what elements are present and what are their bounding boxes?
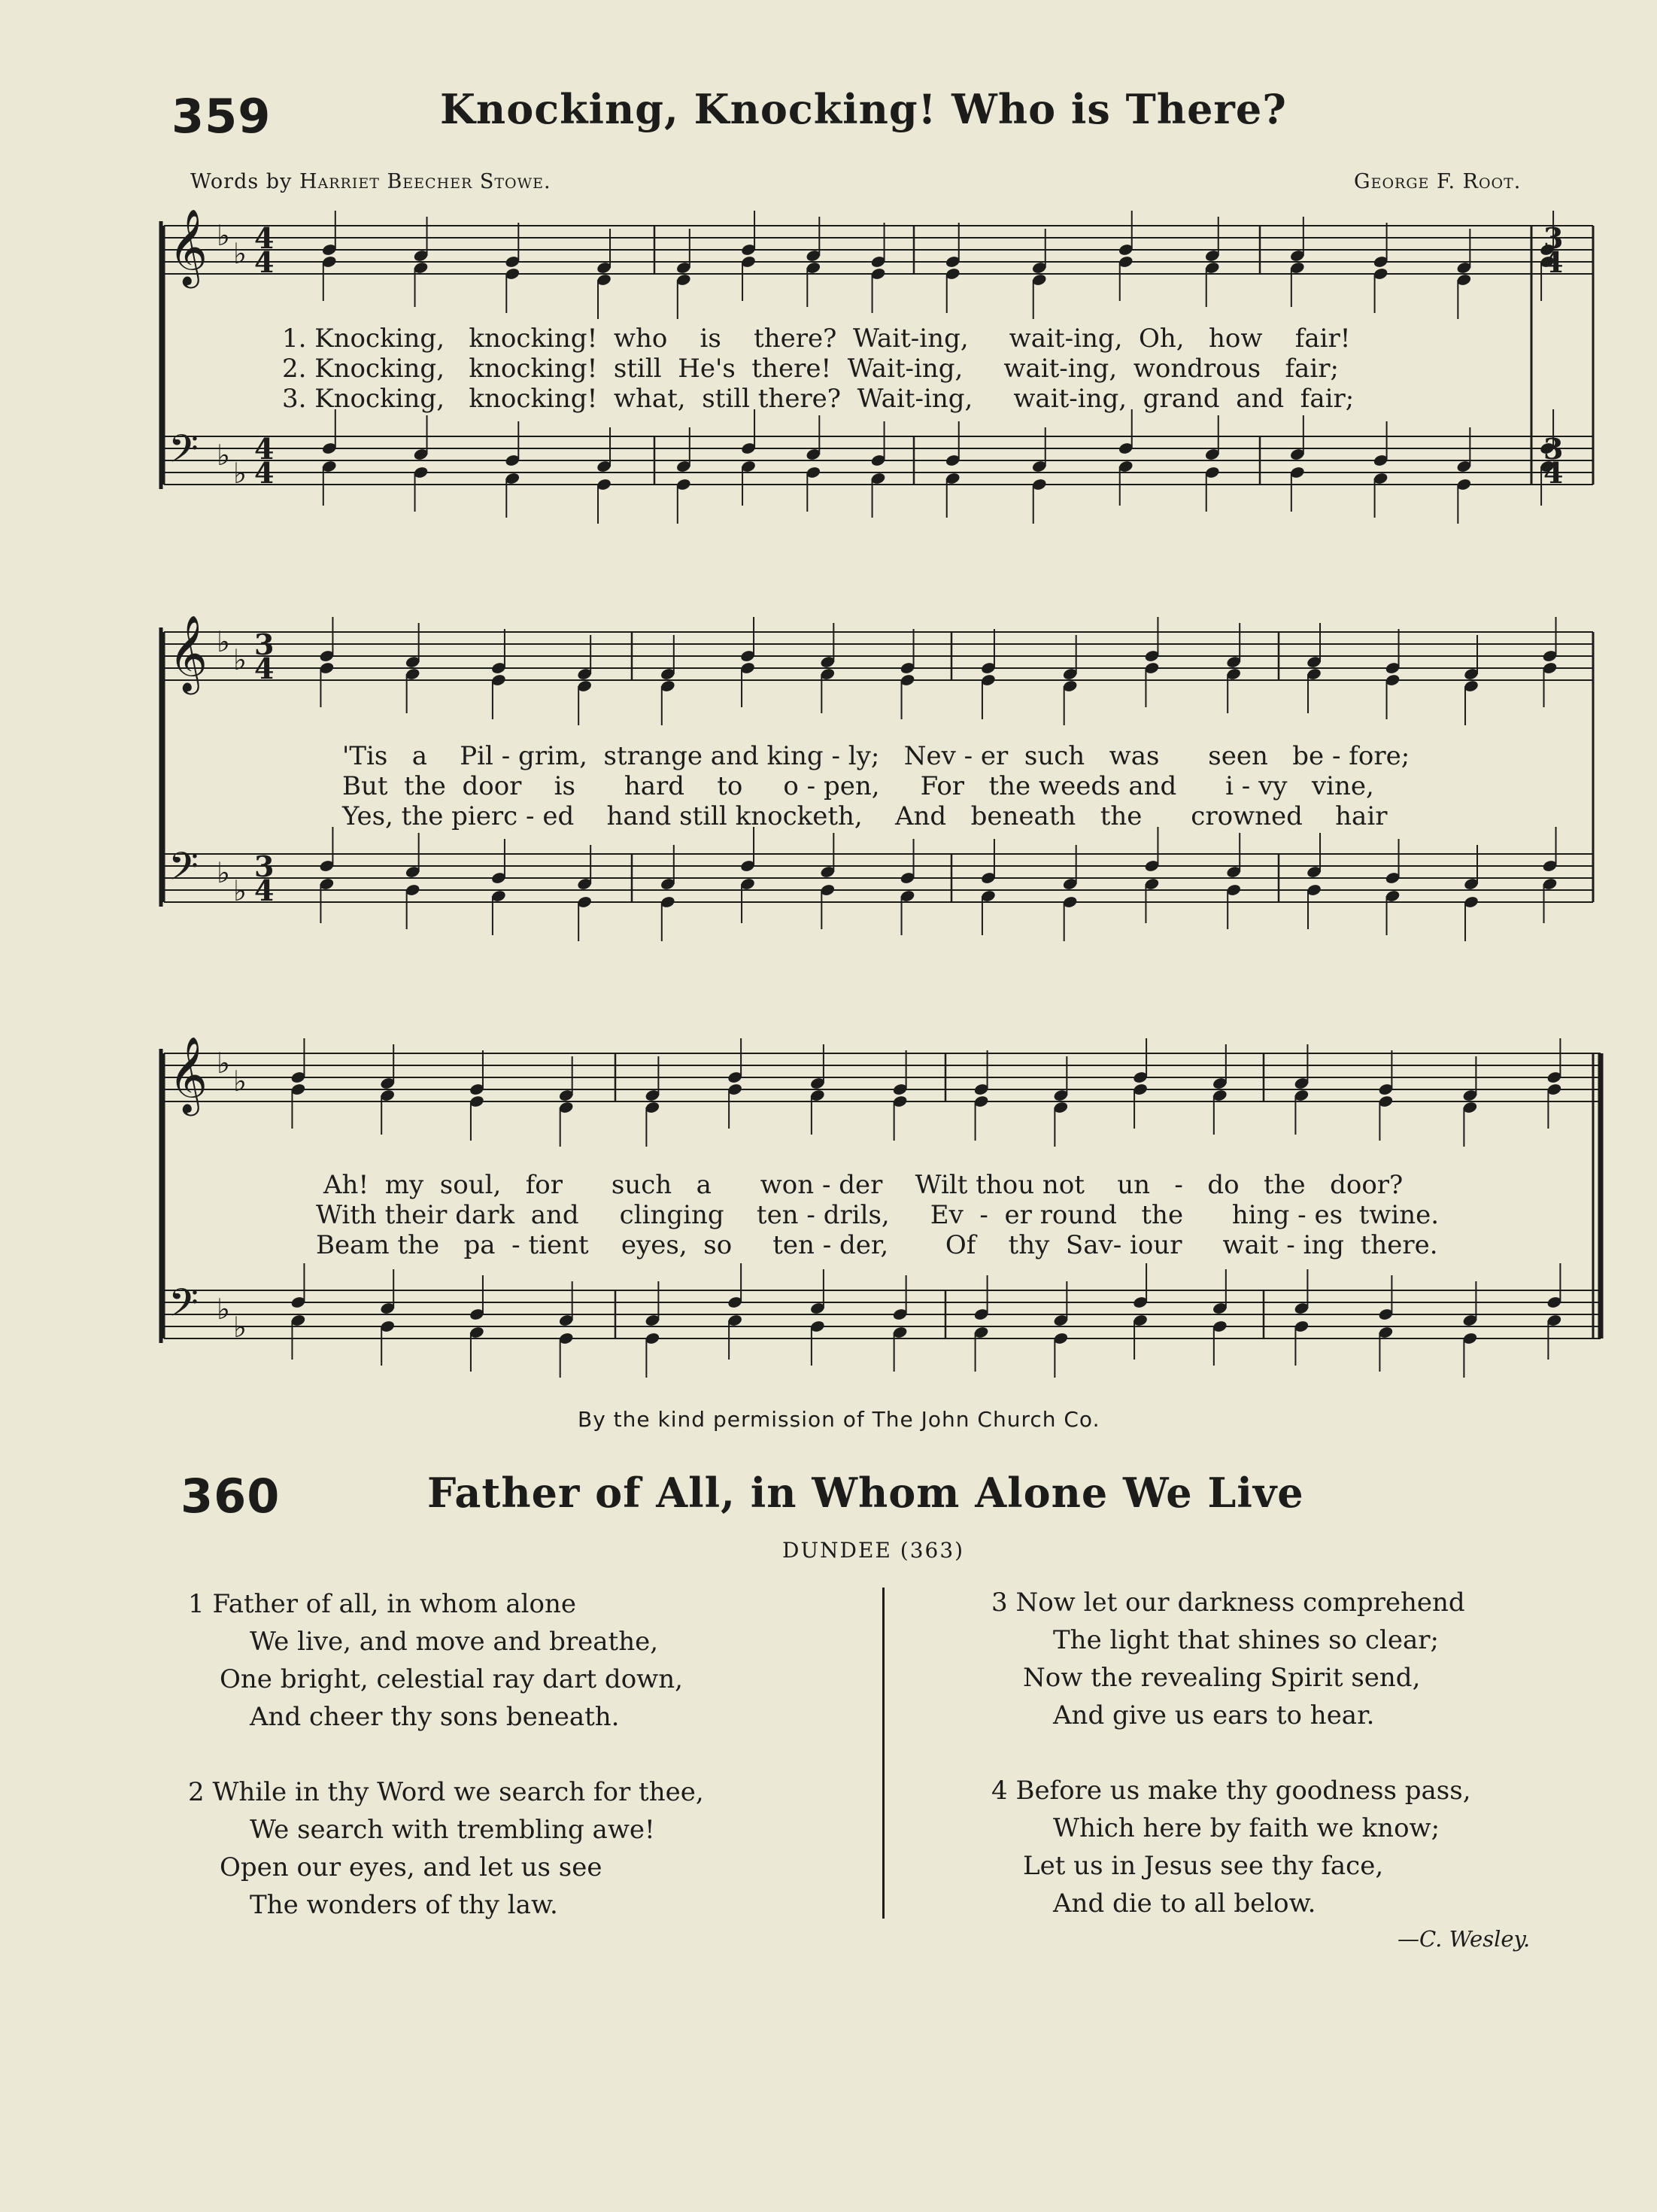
stanza-line <box>991 1584 1465 1621</box>
lyric-line-7: Ah! my soul, for such a won - der Wilt thou not un - do the door? <box>323 1170 1404 1200</box>
stanza-line: Now the revealing Spirit send, <box>1023 1663 1421 1693</box>
time-signature-change: 3 <box>1543 221 1564 255</box>
composer-credit <box>1354 170 1521 193</box>
stanza-line: One bright, celestial ray dart down, <box>220 1664 683 1694</box>
flat-icon: ♭ <box>217 1293 230 1326</box>
bass-clef-icon: 𝄢 <box>168 843 199 898</box>
stanza-line-text: Before us make thy goodness pass, <box>1015 1776 1471 1806</box>
lyric-line-5: But the door is hard to o - pen, For the weeds and i - vy vine, <box>342 771 1374 801</box>
treble-clef-icon: 𝄞 <box>168 208 208 285</box>
author-signature: —C. Wesley. <box>1398 1926 1531 1952</box>
flat-icon: ♭ <box>217 1047 230 1080</box>
tune-name: DUNDEE (363) <box>782 1538 965 1563</box>
stanza-1 <box>188 1585 683 1736</box>
stanza-3 <box>991 1584 1465 1734</box>
flat-icon: ♭ <box>233 457 247 490</box>
bass-clef-icon: 𝄢 <box>168 426 199 481</box>
time-signature: 4 <box>254 456 275 490</box>
flat-icon: ♭ <box>233 1065 247 1098</box>
stanza-line: The light that shines so clear; <box>1053 1625 1439 1655</box>
stanza-number: 1 <box>188 1589 205 1619</box>
column-divider <box>882 1588 885 1919</box>
lyric-line-6: Yes, the pierc - ed hand still knocketh, And beneath the crowned hair <box>342 801 1388 831</box>
stanza-line-text: Father of all, in whom alone <box>212 1589 576 1619</box>
lyric-line-2: 2. Knocking, knocking! still He's there! Wait-ing, wait-ing, wondrous fair; <box>282 354 1339 384</box>
flat-icon: ♭ <box>217 625 230 658</box>
permission-note: By the kind permission of The John Church Co. <box>578 1407 1100 1432</box>
stanza-line: And cheer thy sons beneath. <box>250 1702 620 1732</box>
flat-icon: ♭ <box>217 439 230 472</box>
flat-icon: ♭ <box>233 1311 247 1344</box>
stanza-line: Which here by faith we know; <box>1053 1813 1440 1843</box>
stanza-line-text: While in thy Word we search for thee, <box>212 1777 704 1807</box>
stanza-line: Let us in Jesus see thy face, <box>1023 1851 1384 1881</box>
stanza-number: 3 <box>991 1588 1008 1618</box>
stanza-line: Open our eyes, and let us see <box>220 1852 602 1882</box>
hymn-title-359: Knocking, Knocking! Who is There? <box>440 85 1287 133</box>
stanza-line: We search with trembling awe! <box>250 1815 655 1845</box>
treble-clef-icon: 𝄞 <box>168 1035 208 1113</box>
words-prefix: Words by <box>190 170 293 193</box>
stanza-number: 4 <box>991 1776 1008 1806</box>
stanza-line-text: Now let our darkness comprehend <box>1015 1588 1465 1618</box>
flat-icon: ♭ <box>233 643 247 676</box>
composer-name: George F. Root. <box>1354 170 1522 193</box>
time-signature: 4 <box>254 874 275 907</box>
time-signature-change: 4 <box>1543 245 1564 279</box>
stanza-line: The wonders of thy law. <box>250 1890 558 1920</box>
time-signature: 4 <box>254 221 275 255</box>
lyric-line-1: 1. Knocking, knocking! who is there? Wait-ing, wait-ing, Oh, how fair! <box>282 324 1351 354</box>
lyric-line-9: Beam the pa - tient eyes, so ten - der, Of thy Sav- iour wait - ing there. <box>316 1230 1438 1260</box>
lyric-line-4: 'Tis a Pil - grim, strange and king - ly; Nev - er such was seen be - fore; <box>342 741 1410 771</box>
stanza-line: And die to all below. <box>1053 1888 1316 1919</box>
flat-icon: ♭ <box>233 237 247 270</box>
stanza-2 <box>188 1773 704 1924</box>
bass-clef-icon: 𝄢 <box>168 1280 199 1335</box>
stanza-line: And give us ears to hear. <box>1053 1700 1375 1730</box>
time-signature: 4 <box>254 245 275 279</box>
stanza-line <box>188 1585 683 1623</box>
hymn-number-359: 359 <box>171 89 272 144</box>
stanza-4 <box>991 1772 1471 1922</box>
time-signature-change: 3 <box>1543 432 1564 466</box>
lyric-line-3: 3. Knocking, knocking! what, still there? Wait-ing, wait-ing, grand and fair; <box>282 384 1355 414</box>
flat-icon: ♭ <box>233 874 247 907</box>
hymn-title-360: Father of All, in Whom Alone We Live <box>427 1469 1304 1517</box>
stanza-number: 2 <box>188 1777 205 1807</box>
time-signature: 4 <box>254 432 275 466</box>
time-signature: 3 <box>254 627 275 661</box>
treble-clef-icon: 𝄞 <box>168 614 208 691</box>
time-signature-change: 4 <box>1543 456 1564 490</box>
lyric-line-8: With their dark and clinging ten - drils, Ev - er round the hing - es twine. <box>316 1200 1440 1230</box>
hymn-number-360: 360 <box>181 1469 281 1524</box>
time-signature: 3 <box>254 849 275 883</box>
stanza-line: We live, and move and breathe, <box>250 1627 659 1657</box>
stanza-line <box>188 1773 704 1811</box>
words-credit <box>190 170 551 193</box>
words-author: Harriet Beecher Stowe. <box>299 170 551 193</box>
stanza-line <box>991 1772 1471 1809</box>
time-signature: 4 <box>254 652 275 685</box>
flat-icon: ♭ <box>217 219 230 252</box>
flat-icon: ♭ <box>217 856 230 889</box>
